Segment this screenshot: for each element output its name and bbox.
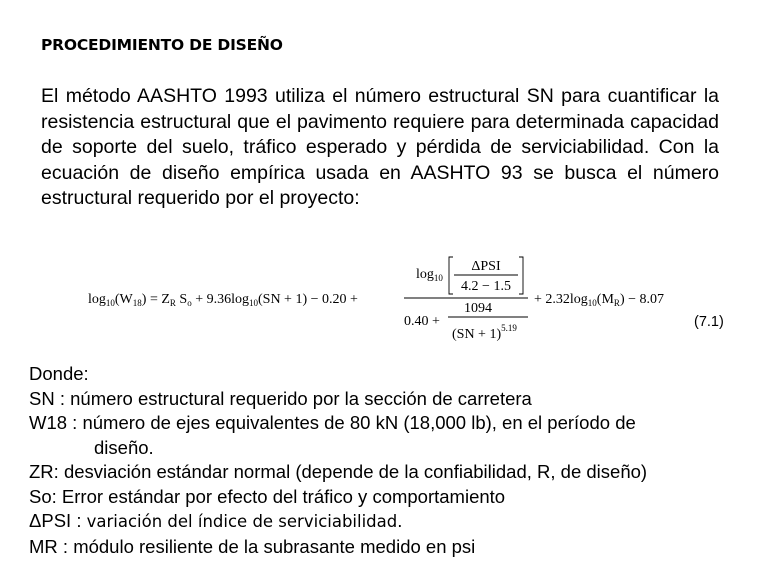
def-dpsi <box>29 509 759 535</box>
eq-term3: + $2.32\log_{10}(M_R) - 8.07$ <box>534 292 664 308</box>
eq-dpsi: ΔPSI <box>471 259 501 274</box>
def-dpsi-end: . <box>397 510 403 531</box>
aashto-equation <box>88 248 708 348</box>
definitions-list <box>29 362 759 559</box>
def-w18: W18 : número de ejes equivalentes de 80 kN (18,000 lb), en el período de <box>29 412 636 433</box>
eq-dpsi-den: 4.2 − 1.5 <box>461 279 511 294</box>
eq-den-den: (SN + 1)$^{5.19}$ <box>452 323 517 342</box>
eq-den-num: 1094 <box>464 301 492 316</box>
equation-svg <box>88 248 708 348</box>
equation-number: (7.1) <box>694 314 724 330</box>
def-w18-cont: diseño. <box>94 436 154 458</box>
eq-lhs: $\log_{10}(W_{18}) = Z_R$ $S_o + 9.36\log_{10}(SN + 1) - 0.20$ + <box>88 292 358 308</box>
eq-num-log: $\log_{10}$ <box>416 267 443 283</box>
intro-paragraph: El método AASHTO 1993 utiliza el número estructural SN para cuantificar la resistencia estructural que el pavimento requiere para determinada capacidad de soporte del suelo, tráfico esperado y pérdida de serviciabilidad. Con la ecuación de diseño empírica usada en AASHTO 93 se busca el número estructural requerido por el proyecto: <box>41 85 719 209</box>
eq-den-const: 0.40 + <box>404 314 440 329</box>
def-dpsi-label: ΔPSI : <box>29 510 87 531</box>
right-bracket <box>519 257 523 294</box>
donde-label: Donde: <box>29 363 89 384</box>
left-bracket <box>449 257 453 294</box>
section-heading: PROCEDIMIENTO DE DISEÑO <box>41 36 283 54</box>
def-dpsi-text: variación del índice de serviciabilidad <box>86 512 398 531</box>
def-sn: SN : número estructural requerido por la sección de carretera <box>29 387 532 409</box>
def-mr: MR : módulo resiliente de la subrasante medido en psi <box>29 535 476 557</box>
def-zr: ZR: desviación estándar normal (depende de la confiabilidad, R, de diseño) <box>29 461 648 482</box>
def-so: So: Error estándar por efecto del tráfico y comportamiento <box>29 485 506 507</box>
